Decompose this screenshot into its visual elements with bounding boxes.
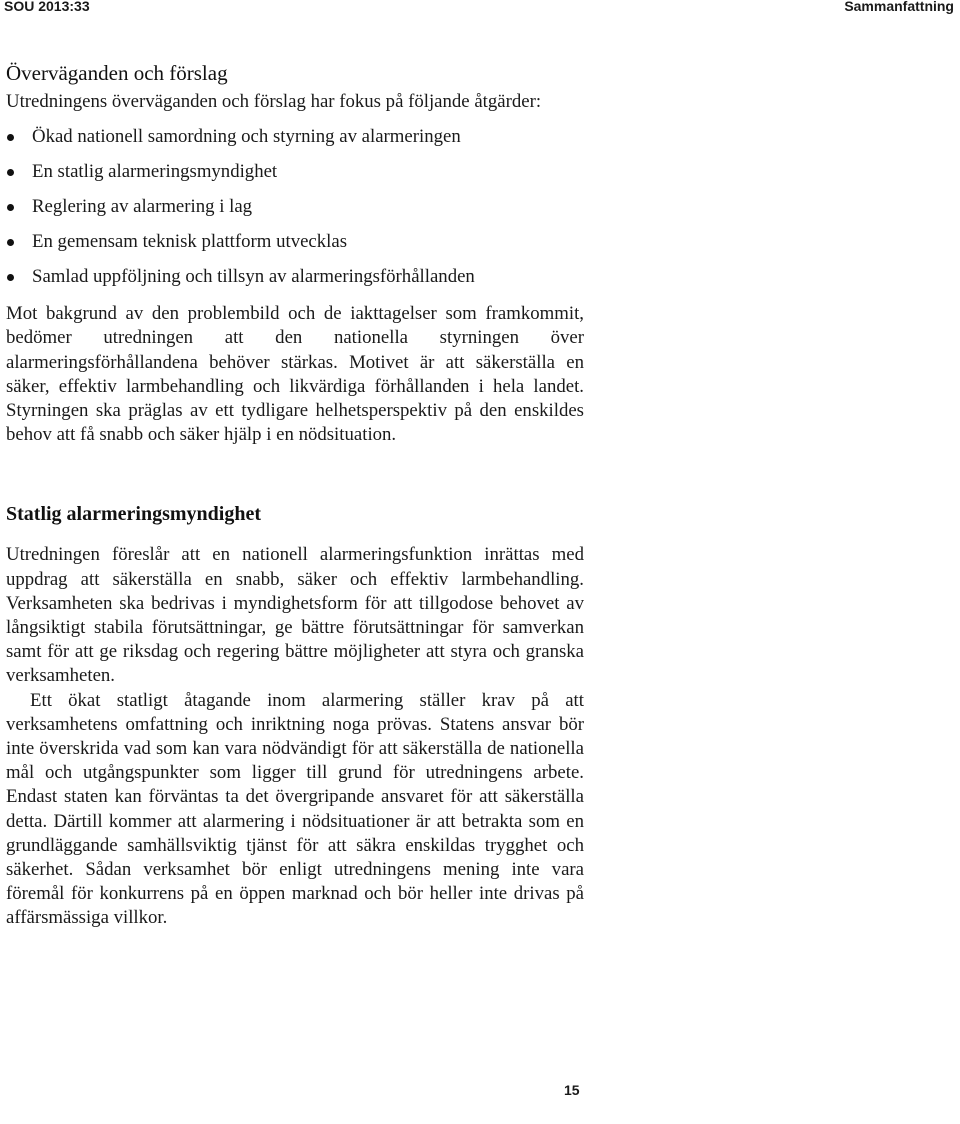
- page-number: 15: [564, 1082, 580, 1098]
- bullet-icon: [7, 134, 14, 141]
- agency-paragraph: Utredningen föreslår att en nationell alarmeringsfunktion inrättas med uppdrag att säkerställa en snabb, säker och effektiv larmbehandling. Verksamheten ska bedrivas i myndighetsform för att tillgodose behovet av långsiktigt stabila förutsättningar, ge bättre förutsättningar för samverkan samt för att ge riksdag och regering bättre möjligheter att styra och granska verksamheten.: [6, 544, 584, 687]
- list-item: [6, 154, 584, 189]
- list-item-text: Reglering av alarmering i lag: [32, 196, 253, 218]
- section-heading-considerations: Överväganden och förslag: [6, 61, 228, 85]
- bullet-icon: [7, 169, 14, 176]
- chapter-title: Sammanfattning: [844, 0, 954, 14]
- background-paragraph: Mot bakgrund av den problembild och de iakttagelser som framkommit, bedömer utredningen att den nationella styrningen över alarmeringsförhållandena behöver stärkas. Motivet är att säkerställa en säker, effektiv larmbehandling och likvärdiga förhållanden i hela landet. Styrningen ska präglas av ett tydligare helhetsperspektiv på den enskildes behov att få snabb och säker hjälp i en nödsituation.: [6, 303, 584, 446]
- state-responsibility-paragraph: Ett ökat statligt åtagande inom alarmering ställer krav på att verksamhetens omfattning och inriktning noga prövas. Statens ansvar bör inte överskrida vad som kan vara nödvändigt för att säkerställa de nationella mål och utgångspunkter som ligger till grund för utredningens arbete. Endast staten kan förväntas ta det övergripande ansvaret för att säkerställa detta. Därtill kommer att alarmering i nödsituationer är att betrakta som en grundläggande samhällsviktig tjänst för att säkra enskildas trygghet och säkerhet. Sådan verksamhet bör enligt utredningens mening inte vara föremål för konkurrens på en öppen marknad och bör heller inte drivas på affärsmässiga villkor.: [6, 689, 584, 929]
- section-heading-agency: Statlig alarmeringsmyndighet: [6, 503, 261, 526]
- proposal-list: [6, 119, 584, 294]
- report-number: SOU 2013:33: [4, 0, 90, 14]
- list-item-text: En gemensam teknisk plattform utvecklas: [32, 231, 348, 253]
- list-item: [6, 224, 584, 259]
- list-item-text: Samlad uppföljning och tillsyn av alarmeringsförhållanden: [32, 266, 475, 288]
- intro-paragraph: Utredningens överväganden och förslag har fokus på följande åtgärder:: [6, 91, 542, 112]
- list-item: [6, 119, 584, 154]
- bullet-icon: [7, 204, 14, 211]
- list-item-text: Ökad nationell samordning och styrning av alarmeringen: [32, 126, 461, 148]
- document-body: [6, 58, 584, 931]
- list-item: [6, 259, 584, 294]
- bullet-icon: [7, 274, 14, 281]
- list-item: [6, 189, 584, 224]
- running-header: [0, 0, 960, 14]
- bullet-icon: [7, 239, 14, 246]
- list-item-text: En statlig alarmeringsmyndighet: [32, 161, 278, 183]
